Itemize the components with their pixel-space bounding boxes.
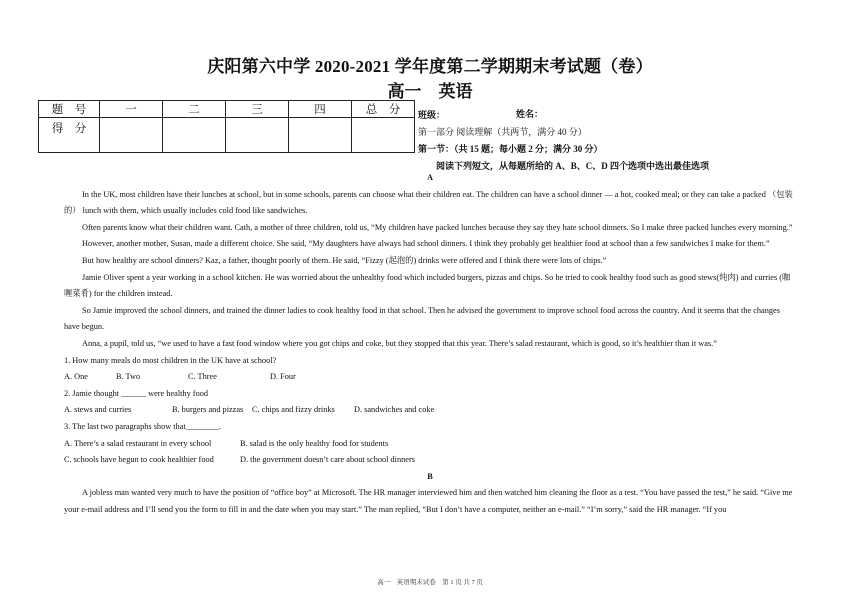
score-header-cell: 题 号 [39, 101, 100, 118]
question-1: 1. How many meals do most children in the UK have at school? [64, 355, 277, 365]
paragraph: Jamie Oliver spent a year working in a school kitchen. He was worried about the unhealthy food which included burgers, pizzas and chips. So he tried to cook healthy food such as good stews(炖肉) and curries (咖喱菜肴) for the children instead. [64, 272, 791, 299]
score-row-label: 得 分 [39, 118, 100, 153]
option: A. There’s a salad restaurant in every school [64, 438, 212, 448]
question-3-options-ab [64, 436, 796, 453]
paragraph: Often parents know what their children want. Cath, a mother of three children, told us, “My children have packed lunches because they say they hate school dinners. So I make three packed lunches every morning.” [82, 222, 793, 232]
reading-content [64, 170, 796, 518]
paragraph: A jobless man wanted very much to have the position of “office boy” at Microsoft. The HR manager interviewed him and then watched him cleaning the floor as a test. “You have passed the test,” he said. “Give me your e-mail address and I’ll send you the form to fill in and the date when you may start.” The man replied, “But I don’t have a computer, neither an e-mail.” “I’m sorry,” said the HR manager. “If you [64, 488, 793, 514]
paragraph: However, another mother, Susan, made a different choice. She said, “My daughters have always had school dinners. I think they probably get healthier food at school than a few sandwiches I make for them.” [82, 239, 770, 249]
option: B. burgers and pizzas [172, 405, 244, 415]
paragraph: But how healthy are school dinners? Kaz, a father, thought poorly of them. He said, “Fizzy (起泡的) drinks were offered and I think there were lots of chips.” [82, 255, 607, 265]
option: B. salad is the only healthy food for students [240, 438, 389, 448]
instruction: 阅读下列短文，从每题所给的 A、B、C、D 四个选项中选出最佳选项 [436, 161, 710, 171]
score-cell [100, 118, 163, 153]
option: D. the government doesn’t care about school dinners [240, 455, 415, 465]
exam-title: 庆阳第六中学 2020-2021 学年度第二学期期末考试题（卷） [207, 57, 653, 76]
option: C. schools have begun to cook healthier food [64, 455, 214, 465]
option: B. Two [116, 372, 141, 382]
option: D. Four [270, 372, 296, 382]
option: C. Three [188, 372, 217, 382]
score-cell [352, 118, 415, 153]
paragraph: In the UK, most children have their lunches at school, but in some schools, parents can choose what their children eat. The children can have a school dinner — a hot, cooked meal; or they can take a packed （包装的） lunch with them, which usually includes cold food like sandwiches. [64, 189, 793, 216]
score-cell [163, 118, 226, 153]
score-header-cell: 四 [289, 101, 352, 118]
exam-info [418, 107, 709, 175]
exam-subtitle: 高一 英语 [387, 82, 473, 101]
question-2-options [64, 402, 796, 419]
score-header-cell: 三 [226, 101, 289, 118]
class-label: 班级： [418, 110, 446, 120]
paragraph: So Jamie improved the school dinners, and trained the dinner ladies to cook healthy food in that school. Then he advised the government to improve school food across the country. And it seems that the changes have begun. [64, 305, 780, 332]
option: D. sandwiches and coke [354, 405, 435, 415]
option: C. chips and fizzy drinks [252, 405, 335, 415]
section1-title: 第一节：（共 15 题；每小题 2 分；满分 30 分） [418, 144, 603, 154]
option: A. stews and curries [64, 405, 132, 415]
score-table [38, 100, 415, 153]
question-3-options-cd [64, 452, 796, 469]
question-3: 3. The last two paragraphs show that________. [64, 421, 222, 431]
question-1-options [64, 369, 796, 386]
passage-b-heading: B [427, 471, 433, 481]
page-footer: 高一 英语期末试卷 第 1 页 共 7 页 [377, 579, 483, 586]
score-header-cell: 二 [163, 101, 226, 118]
option: A. One [64, 372, 88, 382]
part1-title: 第一部分 阅读理解（共两节，满分 40 分） [418, 127, 587, 137]
score-header-cell: 总 分 [352, 101, 415, 118]
question-2: 2. Jamie thought ______ were healthy food [64, 388, 209, 398]
paragraph: Anna, a pupil, told us, “we used to have a fast food window where you got chips and coke, but they stopped that this year. There’s salad restaurant, which is good, so it’s healthier than it was.” [82, 338, 717, 348]
passage-a-heading: A [427, 173, 433, 182]
score-header-cell: 一 [100, 101, 163, 118]
name-label: 姓名： [516, 109, 544, 119]
score-cell [289, 118, 352, 153]
score-cell [226, 118, 289, 153]
